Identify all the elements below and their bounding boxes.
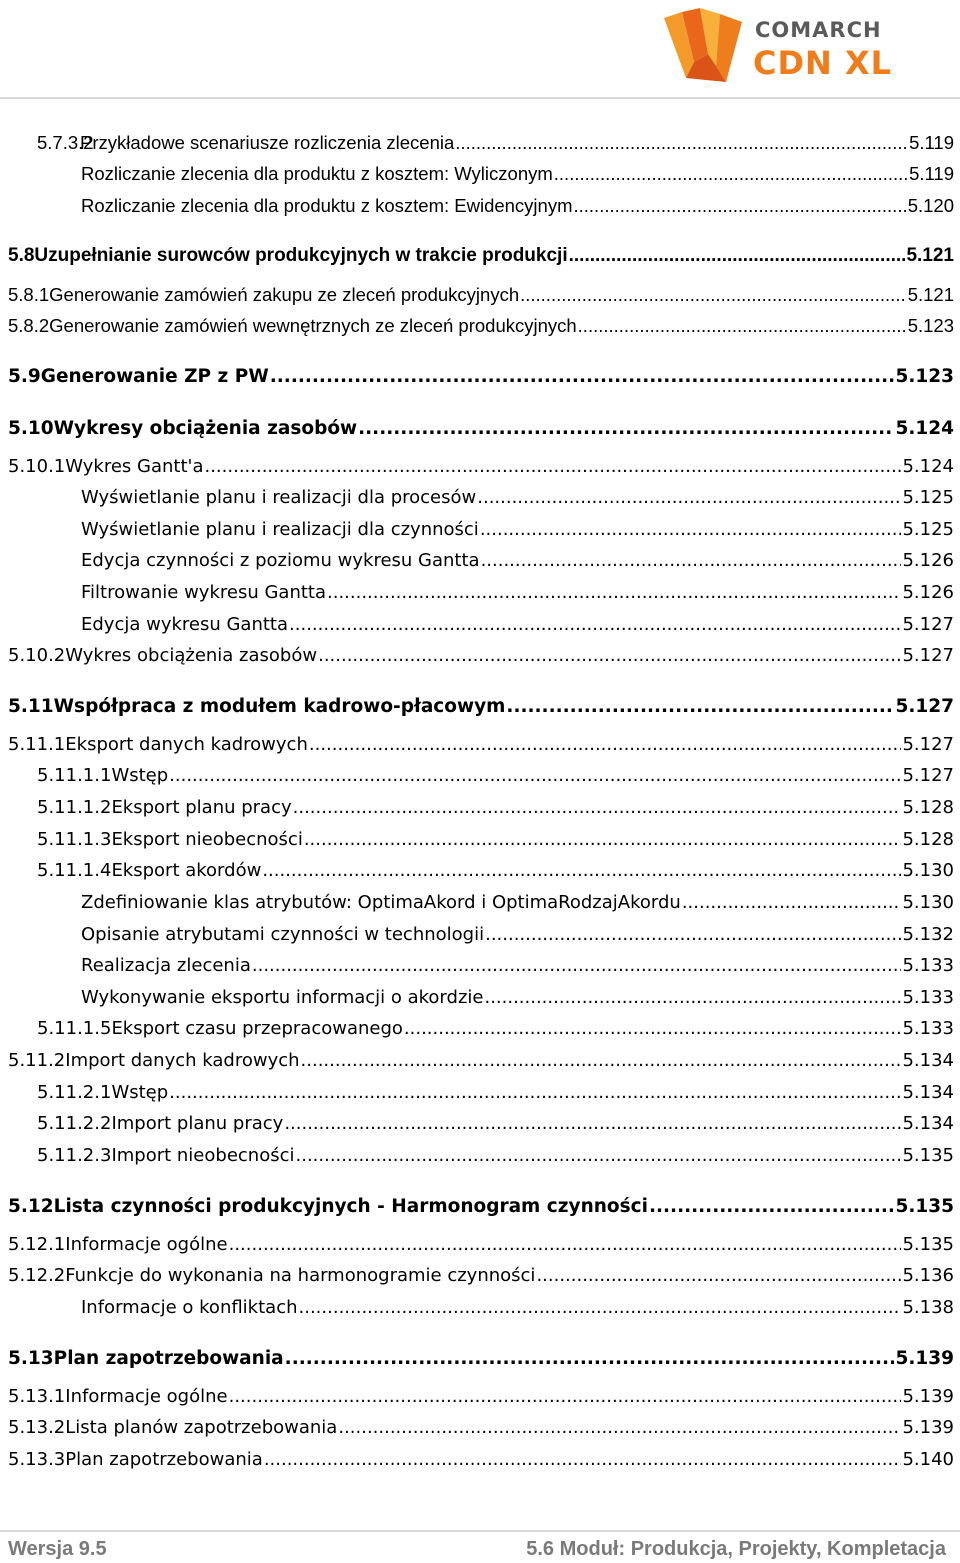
toc-entry[interactable] — [0, 519, 960, 547]
toc-entry-page: 5.139 — [895, 1348, 954, 1369]
toc-entry-number: 5.11.1.3 — [37, 829, 112, 850]
toc-entry[interactable] — [0, 614, 960, 642]
toc-leader-dots — [404, 1018, 902, 1039]
toc-leader-dots — [318, 645, 901, 666]
toc-entry-title: Wykres obciążenia zasobów — [65, 645, 318, 666]
toc-leader-dots — [358, 418, 894, 439]
toc-leader-dots — [477, 487, 901, 508]
toc-entry-number: 5.13.1 — [8, 1386, 66, 1407]
toc-entry-title: Import planu pracy — [111, 1113, 284, 1134]
toc-leader-dots — [455, 132, 908, 154]
toc-entry[interactable] — [0, 1417, 960, 1445]
toc-entry-page: 5.139 — [902, 1386, 954, 1407]
toc-entry-page: 5.121 — [906, 245, 954, 266]
toc-entry-title: Wyświetlanie planu i realizacji dla czynności — [81, 519, 479, 540]
toc-leader-dots — [264, 1449, 902, 1470]
toc-leader-dots — [480, 519, 902, 540]
toc-entry-title: Filtrowanie wykresu Gantta — [81, 582, 326, 603]
toc-entry-number: 5.8 — [8, 245, 35, 266]
toc-entry[interactable] — [0, 734, 960, 762]
toc-leader-dots — [229, 1234, 902, 1255]
toc-entry-number: 5.11.2.2 — [37, 1113, 112, 1134]
toc-entry-title: Edycja czynności z poziomu wykresu Gantta — [81, 550, 480, 571]
toc-leader-dots — [169, 765, 901, 786]
toc-entry[interactable] — [0, 132, 960, 160]
toc-leader-dots — [296, 1145, 902, 1166]
toc-entry-number: 5.12 — [8, 1196, 54, 1217]
toc-entry[interactable] — [0, 245, 960, 273]
logo-company-name: COMARCH — [755, 18, 882, 42]
toc-entry-page: 5.123 — [895, 366, 954, 387]
toc-leader-dots — [574, 195, 907, 217]
toc-entry-page: 5.127 — [902, 734, 954, 755]
toc-entry[interactable] — [0, 1050, 960, 1078]
toc-entry[interactable] — [0, 456, 960, 484]
toc-leader-dots — [252, 955, 902, 976]
toc-leader-dots — [284, 1113, 901, 1134]
toc-entry[interactable] — [0, 1018, 960, 1046]
toc-entry-title: Wykresy obciążenia zasobów — [53, 418, 358, 439]
toc-entry-title: Informacje o konfliktach — [81, 1297, 298, 1318]
logo-product-name: CDN XL — [753, 44, 893, 82]
toc-entry-page: 5.140 — [902, 1449, 954, 1470]
toc-entry[interactable] — [0, 1234, 960, 1262]
toc-entry-page: 5.130 — [902, 860, 954, 881]
toc-entry-number: 5.13 — [8, 1348, 54, 1369]
toc-entry-title: Plan zapotrzebowania — [65, 1449, 263, 1470]
toc-entry[interactable] — [0, 892, 960, 920]
toc-entry-number: 5.11 — [8, 696, 54, 717]
toc-entry-title: Realizacja zlecenia — [81, 955, 251, 976]
toc-entry-page: 5.135 — [902, 1234, 954, 1255]
toc-entry-page: 5.127 — [902, 614, 954, 635]
toc-entry[interactable] — [0, 860, 960, 888]
toc-leader-dots — [309, 734, 902, 755]
toc-leader-dots — [485, 924, 901, 945]
toc-entry-title: Wykres Gantt'a — [65, 456, 204, 477]
toc-entry[interactable] — [0, 1297, 960, 1325]
toc-entry-title: Wstęp — [111, 1082, 169, 1103]
toc-entry-page: 5.127 — [895, 696, 954, 717]
toc-entry-number: 5.12.1 — [8, 1234, 66, 1255]
toc-entry-page: 5.127 — [902, 645, 954, 666]
footer-version: Wersja 9.5 — [8, 1538, 107, 1560]
toc-entry-number: 5.7.3.2 — [37, 132, 94, 153]
toc-leader-dots — [169, 1082, 901, 1103]
toc-entry-page: 5.121 — [907, 284, 954, 305]
toc-entry-page: 5.127 — [902, 765, 954, 786]
toc-leader-dots — [569, 245, 906, 267]
toc-entry-page: 5.134 — [902, 1113, 954, 1134]
toc-entry-number: 5.10 — [8, 418, 54, 439]
toc-leader-dots — [682, 892, 902, 913]
toc-leader-dots — [289, 614, 901, 635]
toc-entry-title: Generowanie zamówień zakupu ze zleceń produkcyjnych — [49, 284, 520, 305]
toc-leader-dots — [327, 582, 901, 603]
toc-entry[interactable] — [0, 418, 960, 446]
toc-leader-dots — [536, 1265, 901, 1286]
toc-entry-number: 5.11.1.5 — [37, 1018, 112, 1039]
toc-entry-number: 5.11.1.2 — [37, 797, 112, 818]
toc-entry[interactable] — [0, 550, 960, 578]
toc-entry-title: Wstęp — [111, 765, 169, 786]
toc-leader-dots — [270, 366, 895, 387]
toc-entry-title: Uzupełnianie surowców produkcyjnych w trakcie produkcji — [34, 245, 568, 266]
toc-entry-number: 5.13.3 — [8, 1449, 66, 1470]
toc-entry[interactable] — [0, 582, 960, 610]
toc-entry[interactable] — [0, 797, 960, 825]
toc-entry-page: 5.132 — [902, 924, 954, 945]
toc-entry-title: Rozliczanie zlecenia dla produktu z kosztem: Ewidencyjnym — [81, 195, 573, 216]
toc-entry-title: Import nieobecności — [111, 1145, 295, 1166]
header-divider — [0, 97, 960, 99]
toc-entry-number: 5.11.1 — [8, 734, 66, 755]
toc-leader-dots — [578, 315, 907, 337]
toc-entry-page: 5.134 — [902, 1050, 954, 1071]
toc-entry-number: 5.10.1 — [8, 456, 66, 477]
comarch-logo-mark-icon — [660, 8, 750, 86]
toc-leader-dots — [299, 1297, 902, 1318]
toc-leader-dots — [304, 829, 902, 850]
toc-entry[interactable] — [0, 987, 960, 1015]
toc-entry-title: Lista planów zapotrzebowania — [65, 1417, 338, 1438]
toc-entry-page: 5.125 — [902, 487, 954, 508]
toc-entry-title: Eksport danych kadrowych — [65, 734, 308, 755]
toc-entry-title: Eksport akordów — [111, 860, 262, 881]
toc-leader-dots — [301, 1050, 902, 1071]
toc-entry-page: 5.125 — [902, 519, 954, 540]
toc-entry[interactable] — [0, 696, 960, 724]
toc-entry-page: 5.133 — [902, 1018, 954, 1039]
toc-entry-page: 5.134 — [902, 1082, 954, 1103]
toc-entry-title: Plan zapotrzebowania — [53, 1348, 284, 1369]
toc-entry-title: Współpraca z modułem kadrowo-płacowym — [53, 696, 506, 717]
toc-entry-page: 5.136 — [902, 1265, 954, 1286]
footer-divider — [0, 1530, 960, 1532]
toc-entry[interactable] — [0, 1196, 960, 1224]
toc-entry-title: Informacje ogólne — [65, 1234, 228, 1255]
toc-entry-number: 5.12.2 — [8, 1265, 66, 1286]
toc-entry[interactable] — [0, 195, 960, 223]
toc-entry-title: Zdefiniowanie klas atrybutów: OptimaAkord i OptimaRodzajAkordu — [81, 892, 681, 913]
toc-entry[interactable] — [0, 955, 960, 983]
toc-entry-title: Import danych kadrowych — [65, 1050, 300, 1071]
toc-entry[interactable] — [0, 1449, 960, 1477]
toc-entry-title: Wykonywanie eksportu informacji o akordzie — [81, 987, 484, 1008]
toc-entry-page: 5.126 — [902, 550, 954, 571]
toc-entry-title: Rozliczanie zlecenia dla produktu z kosztem: Wyliczonym — [81, 163, 553, 184]
toc-entry-title: Funkcje do wykonania na harmonogramie czynności — [65, 1265, 536, 1286]
toc-entry-title: Eksport nieobecności — [111, 829, 303, 850]
toc-entry-title: Przykładowe scenariusze rozliczenia zlecenia — [80, 132, 455, 153]
toc-leader-dots — [285, 1348, 895, 1369]
toc-entry[interactable] — [0, 765, 960, 793]
toc-entry[interactable] — [0, 829, 960, 857]
toc-leader-dots — [338, 1417, 901, 1438]
toc-entry-page: 5.120 — [907, 195, 954, 216]
toc-entry-page: 5.119 — [909, 132, 954, 153]
toc-entry-title: Informacje ogólne — [65, 1386, 228, 1407]
toc-entry[interactable] — [0, 1348, 960, 1376]
toc-entry-page: 5.130 — [902, 892, 954, 913]
toc-entry-page: 5.128 — [902, 797, 954, 818]
toc-leader-dots — [484, 987, 901, 1008]
toc-entry-page: 5.133 — [902, 987, 954, 1008]
toc-leader-dots — [262, 860, 901, 881]
toc-entry[interactable] — [0, 924, 960, 952]
toc-entry[interactable] — [0, 1082, 960, 1110]
toc-entry-number: 5.10.2 — [8, 645, 66, 666]
toc-entry-page: 5.128 — [902, 829, 954, 850]
toc-entry[interactable] — [0, 1113, 960, 1141]
toc-entry[interactable] — [0, 315, 960, 343]
toc-entry-page: 5.135 — [902, 1145, 954, 1166]
toc-leader-dots — [520, 284, 907, 306]
toc-entry-title: Lista czynności produkcyjnych - Harmonogram czynności — [53, 1196, 648, 1217]
toc-entry[interactable] — [0, 163, 960, 191]
toc-entry[interactable] — [0, 1145, 960, 1173]
toc-entry-number: 5.11.1.4 — [37, 860, 112, 881]
footer-module: 5.6 Moduł: Produkcja, Projekty, Kompletacja — [526, 1538, 946, 1560]
toc-leader-dots — [204, 456, 901, 477]
toc-entry-number: 5.11.2.3 — [37, 1145, 112, 1166]
toc-entry[interactable] — [0, 1386, 960, 1414]
toc-entry-number: 5.11.1.1 — [37, 765, 112, 786]
toc-entry-title: Eksport czasu przepracowanego — [111, 1018, 403, 1039]
toc-leader-dots — [554, 163, 908, 185]
toc-entry-page: 5.124 — [902, 456, 954, 477]
toc-entry-page: 5.123 — [907, 315, 954, 336]
toc-entry-title: Eksport planu pracy — [111, 797, 292, 818]
toc-entry[interactable] — [0, 487, 960, 515]
toc-entry-page: 5.124 — [895, 418, 954, 439]
toc-entry-title: Opisanie atrybutami czynności w technologii — [81, 924, 485, 945]
toc-leader-dots — [229, 1386, 902, 1407]
toc-entry[interactable] — [0, 645, 960, 673]
toc-leader-dots — [481, 550, 902, 571]
toc-entry[interactable] — [0, 1265, 960, 1293]
toc-entry-page: 5.133 — [902, 955, 954, 976]
toc-entry-page: 5.138 — [902, 1297, 954, 1318]
toc-leader-dots — [506, 696, 894, 717]
toc-entry-number: 5.11.2.1 — [37, 1082, 112, 1103]
toc-entry-number: 5.8.1 — [8, 284, 50, 305]
toc-entry-title: Edycja wykresu Gantta — [81, 614, 289, 635]
toc-entry-title: Generowanie zamówień wewnętrznych ze zleceń produkcyjnych — [49, 315, 577, 336]
toc-entry-title: Wyświetlanie planu i realizacji dla procesów — [81, 487, 477, 508]
toc-entry-page: 5.126 — [902, 582, 954, 603]
comarch-logo — [660, 8, 930, 86]
toc-entry-number: 5.13.2 — [8, 1417, 66, 1438]
toc-entry-number: 5.8.2 — [8, 315, 50, 336]
toc-entry-page: 5.119 — [909, 163, 954, 184]
toc-entry-title: Generowanie ZP z PW — [40, 366, 269, 387]
toc-entry-number: 5.9 — [8, 366, 41, 387]
toc-entry-page: 5.139 — [902, 1417, 954, 1438]
toc-entry[interactable] — [0, 284, 960, 312]
toc-leader-dots — [649, 1196, 895, 1217]
toc-leader-dots — [293, 797, 902, 818]
toc-entry-page: 5.135 — [895, 1196, 954, 1217]
toc-entry[interactable] — [0, 366, 960, 394]
toc-entry-number: 5.11.2 — [8, 1050, 66, 1071]
